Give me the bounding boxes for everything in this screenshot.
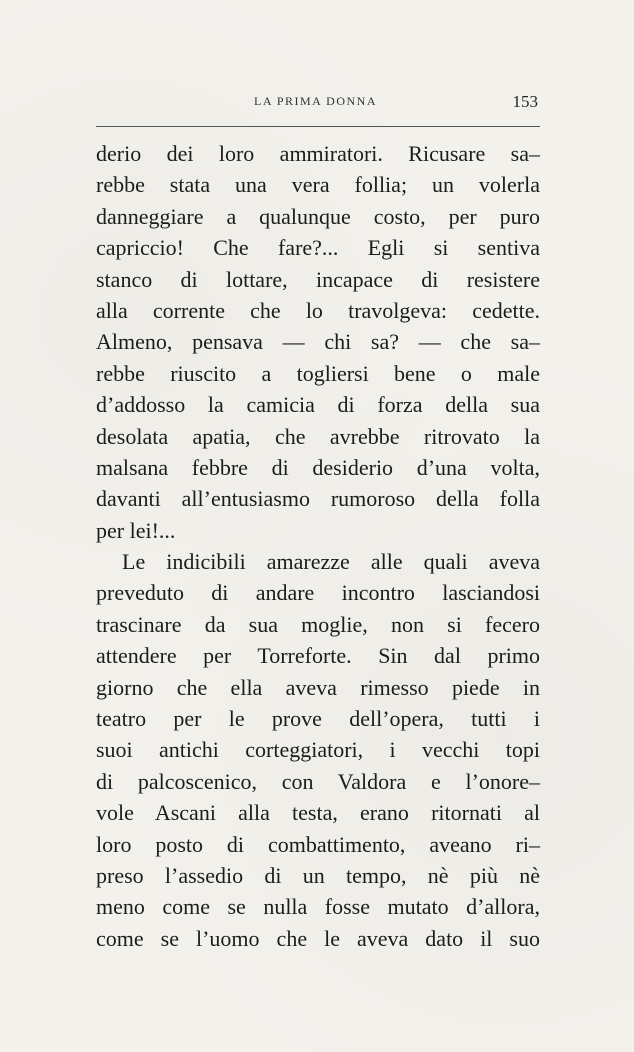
text-line: davanti all’entusiasmo rumoroso della folla <box>96 486 540 512</box>
text-line: rebbe riuscito a togliersi bene o male <box>96 360 540 386</box>
text-line: preveduto di andare incontro lasciandosi <box>96 580 540 606</box>
body-text <box>96 138 540 954</box>
text-line: malsana febbre di desiderio d’una volta, <box>96 454 540 480</box>
text-line: danneggiare a qualunque costo, per puro <box>96 203 540 229</box>
text-line: giorno che ella aveva rimesso piede in <box>96 674 540 700</box>
text-line: teatro per le prove dell’opera, tutti i <box>96 706 540 732</box>
text-line: preso l’assedio di un tempo, nè più nè <box>96 862 540 888</box>
text-line: Almeno, pensava — chi sa? — che sa– <box>96 329 540 355</box>
text-line: Le indicibili amarezze alle quali aveva <box>122 549 540 575</box>
page-header <box>96 92 540 116</box>
text-line: vole Ascani alla testa, erano ritornati al <box>96 800 540 826</box>
header-rule <box>96 126 540 127</box>
text-line: d’addosso la camicia di forza della sua <box>96 392 540 418</box>
text-line: rebbe stata una vera follia; un volerla <box>96 172 540 198</box>
text-line: attendere per Torreforte. Sin dal primo <box>96 643 540 669</box>
text-line: meno come se nulla fosse mutato d’allora, <box>96 894 540 920</box>
running-title: LA PRIMA DONNA <box>254 94 378 108</box>
text-line: desolata apatia, che avrebbe ritrovato la <box>96 423 540 449</box>
text-line: capriccio! Che fare?... Egli si sentiva <box>96 235 540 261</box>
text-line: come se l’uomo che le aveva dato il suo <box>96 925 540 951</box>
text-line: trascinare da sua moglie, non si fecero <box>96 611 540 637</box>
text-line: derio dei loro ammiratori. Ricusare sa– <box>96 141 540 166</box>
text-line: loro posto di combattimento, aveano ri– <box>96 831 540 857</box>
text-line: di palcoscenico, con Valdora e l’onore– <box>96 768 540 794</box>
text-line: alla corrente che lo travolgeva: cedette. <box>96 297 540 323</box>
text-line: stanco di lottare, incapace di resistere <box>96 266 540 292</box>
text-line: per lei!... <box>96 517 176 543</box>
page-number: 153 <box>512 92 538 111</box>
text-line: suoi antichi corteggiatori, i vecchi topi <box>96 737 540 763</box>
